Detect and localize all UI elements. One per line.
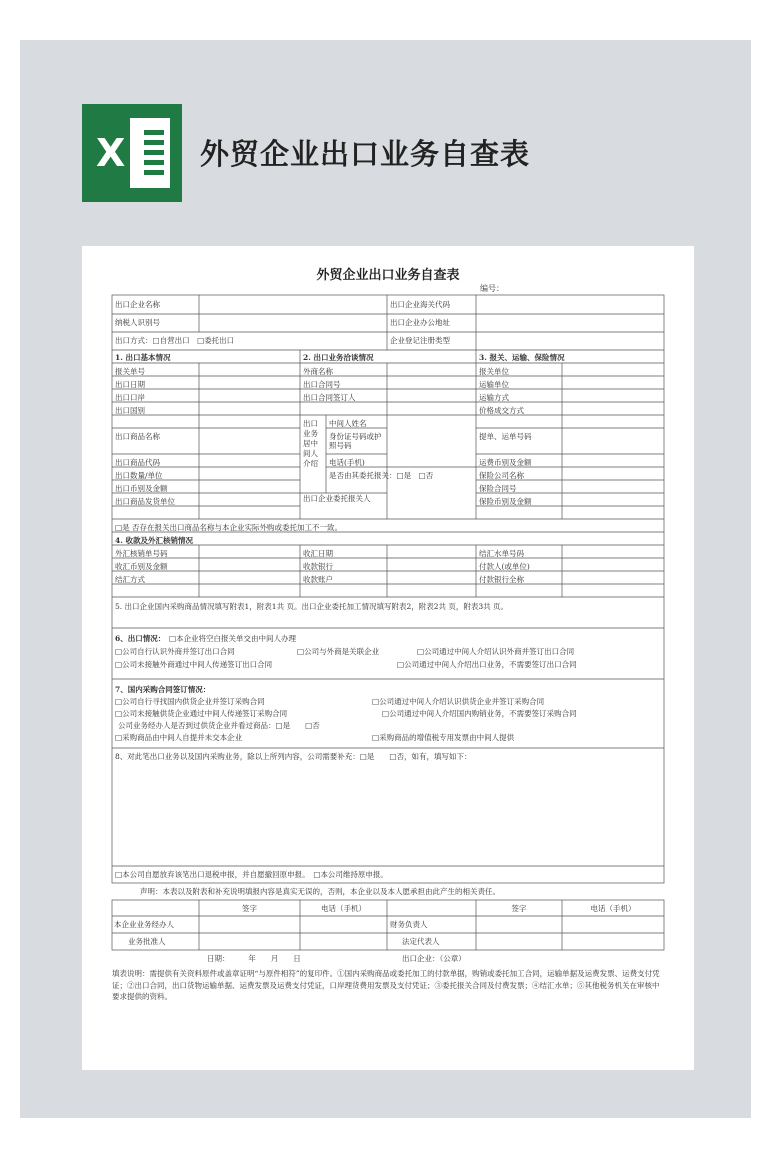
form-title: 外贸企业出口业务自查表 <box>316 268 460 283</box>
sec3-row: 提单、运单号码 <box>479 432 532 441</box>
label-foreign: 外商名称 <box>303 367 333 376</box>
sec7-option: □公司通过中间人介绍认识供货企业并签订采购合同 <box>372 697 545 706</box>
sec7-option: □公司自行寻找国内供货企业并签订采购合同 <box>115 697 265 706</box>
sec1-row: 出口商品发货单位 <box>115 497 175 506</box>
sec1-row: 出口数量/单位 <box>115 471 163 480</box>
sec3-row: 保险合同号 <box>479 484 517 493</box>
section-6-line: 6、出口情况： □本企业将空白报关单交由中间人办理 <box>115 634 297 643</box>
section-3-title: 3. 报关、运输、保险情况 <box>479 353 565 362</box>
sec3-row: 保险币别及金额 <box>479 497 532 506</box>
section-2-title: 2. 出口业务洽谈情况 <box>303 353 374 362</box>
phone-header: 电话（手机） <box>321 904 366 913</box>
section-5-text: 5. 出口企业国内采购商品情况填写附表1，附表1共 页。出口企业委托加工情况填写附表2，附表2共 页，附表3共 页。 <box>115 602 509 611</box>
sec1-row: 出口国别 <box>115 406 145 415</box>
sec3-row: 价格成交方式 <box>479 406 524 415</box>
form-grid <box>82 246 694 1070</box>
export-mode: 出口方式：□自营出口 □委托出口 <box>115 336 235 345</box>
label-customs-agent: 出口企业委托报关人 <box>303 494 371 503</box>
phone-header: 电话（手机） <box>590 904 636 913</box>
sec3-row: 运输方式 <box>479 393 509 402</box>
form-document <box>82 246 694 1070</box>
sig-header: 签字 <box>511 904 527 913</box>
section-7-title: 7、国内采购合同签订情况： <box>115 685 211 694</box>
label-taxpayer-id: 纳税人识别号 <box>115 318 160 327</box>
sec4-right: 付款人(或单位) <box>479 562 530 571</box>
consistency-check: □是 否存在报关出口商品名称与本企业实际外购或委托加工不一致。 <box>115 523 342 532</box>
sec3-row: 报关单位 <box>479 367 509 376</box>
label-contract: 出口合同号 <box>303 380 341 389</box>
sec7-visit: 公司业务经办人是否到过供货企业并看过商品：□是 □否 <box>118 721 320 730</box>
form-number-label: 编号： <box>480 284 504 293</box>
sec3-row: 运费币别及金额 <box>479 458 532 467</box>
page-title: 外贸企业出口业务自查表 <box>200 137 531 171</box>
sec1-row: 出口币别及金额 <box>115 484 168 493</box>
sec7-option: □公司通过中间人介绍国内购销业务，不需要签订采购合同 <box>382 709 577 718</box>
sec6-option: □公司通过中间人介绍认识外商并签订出口合同 <box>417 647 575 656</box>
section-8-text: 8、对此笔出口业务以及国内采购业务，除以上所列内容，公司需要补充：□是 □否，如有，填写如下： <box>115 752 472 761</box>
sec7-option: □采购商品的增值税专用发票由中间人提供 <box>372 733 515 742</box>
sec4-right: 结汇水单号码 <box>479 549 524 558</box>
label-finance: 财务负责人 <box>390 920 428 929</box>
label-company-name: 出口企业名称 <box>115 300 160 309</box>
sec1-row: 报关单号 <box>115 367 145 376</box>
sec1-row: 出口口岸 <box>115 393 145 402</box>
sec4-mid: 收汇日期 <box>303 549 333 558</box>
sec4-left: 结汇方式 <box>115 575 145 584</box>
sig-header: 签字 <box>242 904 257 913</box>
sec4-mid: 收款银行 <box>303 562 333 571</box>
sec6-option: □公司与外商是关联企业 <box>297 647 380 656</box>
sec1-row: 出口商品代码 <box>115 458 160 467</box>
label-office-address: 出口企业办公地址 <box>390 318 450 327</box>
date-line: 日期： 年 月 日 <box>207 954 301 963</box>
company-seal: 出口企业：（公章） <box>402 954 466 963</box>
sec6-option: □公司自行认识外商并签订出口合同 <box>115 647 235 656</box>
label-agent-name: 中间人姓名 <box>329 419 367 428</box>
label-customs-code: 出口企业海关代码 <box>390 300 450 309</box>
label-agent: 出口业务居中间人介绍 <box>303 419 318 468</box>
sec6-option: □公司未接触外商通过中间人传递签订出口合同 <box>115 660 273 669</box>
sec1-row: 出口日期 <box>115 380 145 389</box>
sec3-row: 运输单位 <box>479 380 509 389</box>
declaration: 声明：本表以及附表和补充说明填报内容是真实无误的，否则，本企业以及本人愿承担由此产生的相关责任。 <box>140 887 500 896</box>
sec3-row: 保险公司名称 <box>479 471 524 480</box>
sec4-right: 付款银行全称 <box>479 575 524 584</box>
sec7-option: □公司未接触供货企业通过中间人传递签订采购合同 <box>115 709 288 718</box>
sec4-left: 收汇币别及金额 <box>115 562 168 571</box>
sec4-left: 外汇核销单号码 <box>115 549 168 558</box>
label-agent-phone: 电话(手机) <box>329 458 365 467</box>
label-signer: 出口合同签订人 <box>303 393 356 402</box>
sec6-option: □公司通过中间人介绍出口业务，不需要签订出口合同 <box>397 660 577 669</box>
label-agent-id: 身份证号码或护照号码 <box>329 432 382 450</box>
label-approver: 业务批准人 <box>128 937 166 946</box>
fill-instructions: 填表说明：需提供有关资料原件或盖章证明“与原件相符”的复印件。①国内采购商品或委托加工的付款单据，购销或委托加工合同，运输单据及运费发票、运费支付凭证；②出口合同，出口货物运输单据、运费发票及运费支付凭证，口岸理货费用发票及支付凭证；③委托报关合同及付费发票；④结汇水单；⑤其他税务机关在审核中要求提供的资料。 <box>112 969 660 1001</box>
commit-line: □本公司自愿放弃该笔出口退税申报，并自愿撤回原申报。 □本公司维持原申报。 <box>115 870 388 879</box>
label-legal: 法定代表人 <box>402 937 440 946</box>
customs-question: 是否由其委托报关：□是 □否 <box>329 471 434 480</box>
sec1-row: 出口商品名称 <box>115 432 160 441</box>
section-4-title: 4. 收款及外汇核销情况 <box>115 536 193 545</box>
section-1-title: 1. 出口基本情况 <box>115 353 171 362</box>
sec7-option: □采购商品由中间人自提并未交本企业 <box>115 733 243 742</box>
excel-logo-icon: X <box>82 104 182 202</box>
sec4-mid: 收款账户 <box>303 575 333 584</box>
label-handler: 本企业业务经办人 <box>114 920 174 929</box>
label-reg-type: 企业登记注册类型 <box>390 336 450 345</box>
